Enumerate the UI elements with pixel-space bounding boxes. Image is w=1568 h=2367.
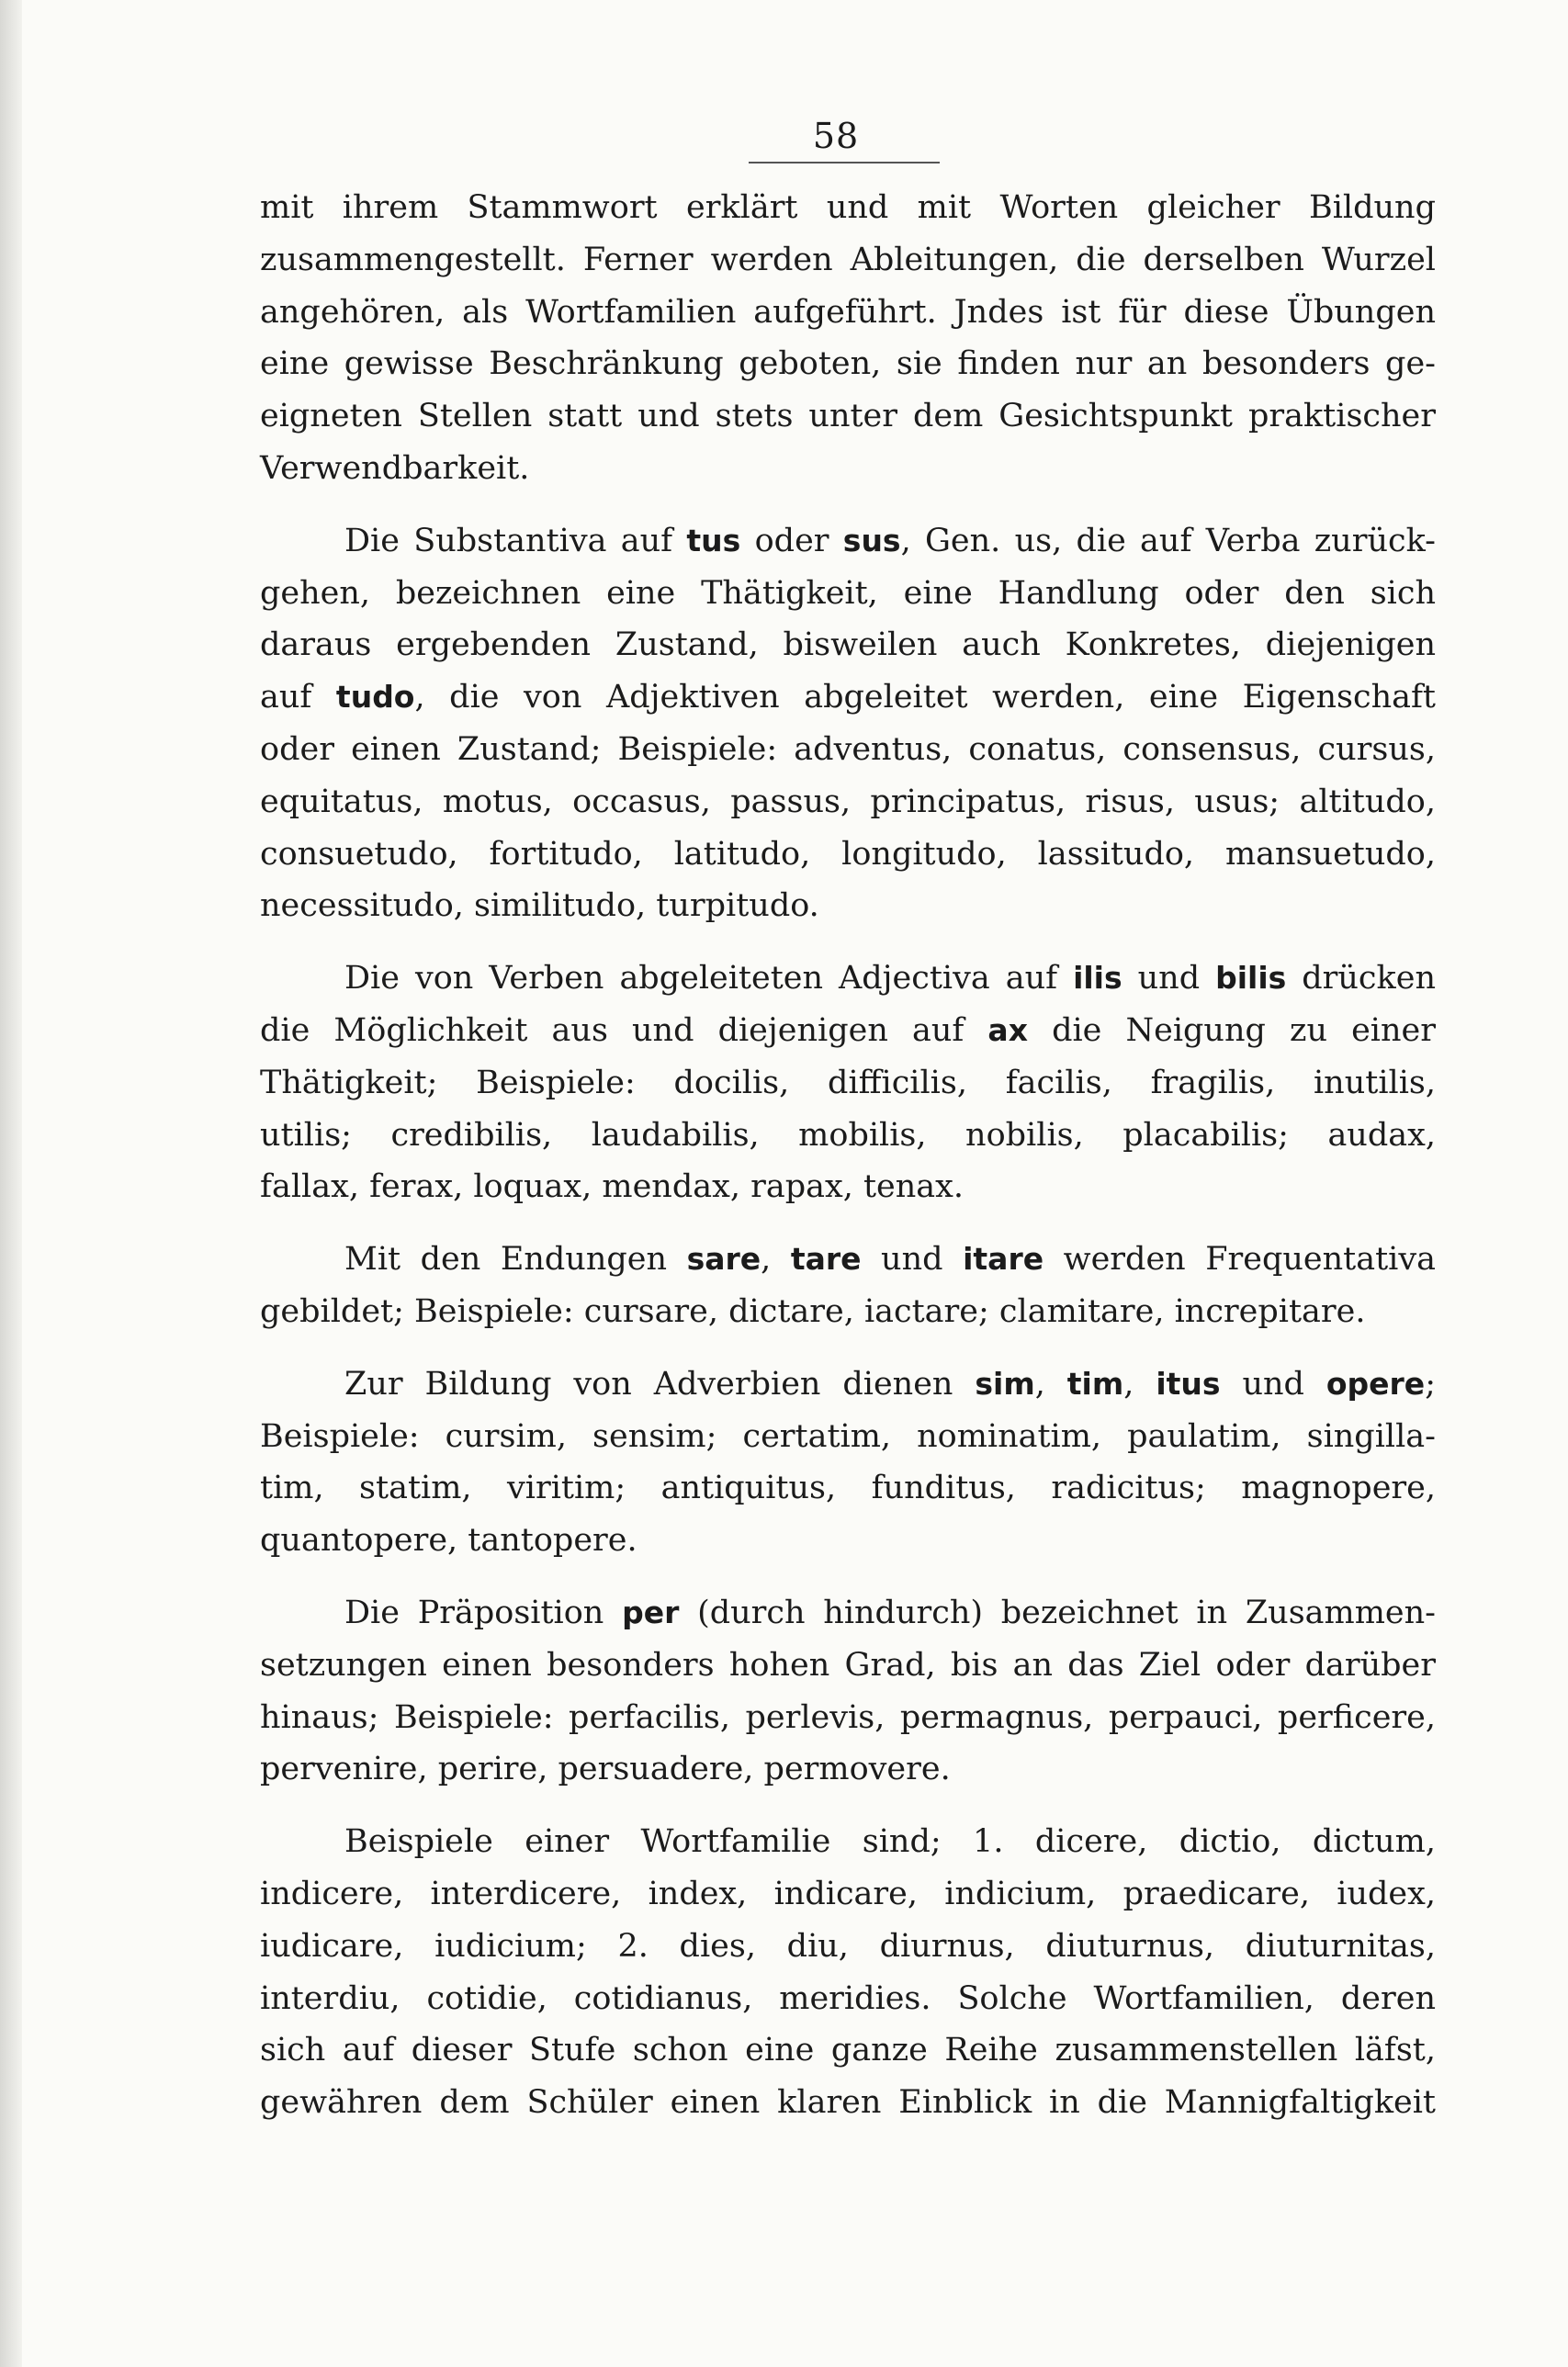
- text-line: gebildet; Beispiele: cursare, dictare, iactare; clamitare, increpitare.: [260, 1292, 1366, 1330]
- text-line: utilis; credibilis, laudabilis, mobilis, nobilis, placabilis; audax,: [260, 1116, 1436, 1154]
- text-line: iudicare, iudicium; 2. dies, diu, diurnus, diuturnus, diuturnitas,: [260, 1927, 1436, 1965]
- text-line: zusammengestellt. Ferner werden Ableitungen, die derselben Wurzel: [260, 241, 1436, 278]
- text-line: eine gewisse Beschränkung geboten, sie finden nur an besonders ge-: [260, 345, 1436, 383]
- text-line: mit ihrem Stammwort erklärt und mit Worten gleicher Bildung: [260, 189, 1436, 226]
- text-line: interdiu, cotidie, cotidianus, meridies. Solche Wortfamilien, deren: [260, 1979, 1436, 2017]
- text-line: gewähren dem Schüler einen klaren Einblick in die Mannigfaltigkeit: [260, 2084, 1436, 2122]
- paragraph: [260, 1816, 1436, 2129]
- text-body: [260, 182, 1436, 2149]
- text-line: Die Substantiva auf tus oder sus, Gen. us, die auf Verba zurück-: [344, 522, 1437, 559]
- text-line: Beispiele: cursim, sensim; certatim, nominatim, paulatim, singilla-: [260, 1417, 1436, 1455]
- text-line: pervenire, perire, persuadere, permovere.: [260, 1751, 951, 1788]
- text-line: Die von Verben abgeleiteten Adjectiva auf ilis und bilis drücken: [344, 960, 1436, 998]
- text-line: tim, statim, viritim; antiquitus, funditus, radicitus; magnopere,: [260, 1470, 1436, 1507]
- text-line: equitatus, motus, occasus, passus, principatus, risus, usus; altitudo,: [260, 783, 1436, 820]
- page-number: 58: [812, 116, 860, 156]
- text-line: angehören, als Wortfamilien aufgeführt. Jndes ist für diese Übungen: [260, 293, 1436, 331]
- text-line: gehen, bezeichnen eine Thätigkeit, eine Handlung oder den sich: [260, 574, 1436, 612]
- text-line: Zur Bildung von Adverbien dienen sim, tim, itus und opere;: [344, 1365, 1436, 1403]
- text-line: daraus ergebenden Zustand, bisweilen auch Konkretes, diejenigen: [260, 626, 1436, 664]
- paragraph: [260, 1234, 1436, 1338]
- paragraph: [260, 1358, 1436, 1567]
- paragraph: [260, 952, 1436, 1213]
- paragraph: [260, 515, 1436, 932]
- text-line: Beispiele einer Wortfamilie sind; 1. dicere, dictio, dictum,: [344, 1823, 1436, 1861]
- text-line: oder einen Zustand; Beispiele: adventus, conatus, consensus, cursus,: [260, 730, 1436, 768]
- text-line: sich auf dieser Stufe schon eine ganze Reihe zusammenstellen läfst,: [260, 2032, 1436, 2069]
- text-line: hinaus; Beispiele: perfacilis, perlevis, permagnus, perpauci, perficere,: [260, 1698, 1436, 1736]
- paragraph: [260, 182, 1436, 495]
- text-line: Mit den Endungen sare, tare und itare werden Frequentativa: [344, 1241, 1436, 1279]
- text-line: Verwendbarkeit.: [260, 449, 530, 487]
- text-line: quantopere, tantopere.: [260, 1522, 637, 1560]
- text-line: eigneten Stellen statt und stets unter dem Gesichtspunkt praktischer: [260, 398, 1436, 435]
- text-line: Die Präposition per (durch hindurch) bezeichnet in Zusammen-: [344, 1594, 1437, 1631]
- header-rule: [749, 162, 940, 163]
- text-line: fallax, ferax, loquax, mendax, rapax, tenax.: [260, 1168, 964, 1206]
- text-line: setzungen einen besonders hohen Grad, bis an das Ziel oder darüber: [260, 1646, 1436, 1684]
- text-line: consuetudo, fortitudo, latitudo, longitudo, lassitudo, mansuetudo,: [260, 835, 1436, 873]
- paragraph: [260, 1587, 1436, 1796]
- text-line: die Möglichkeit aus und diejenigen auf ax die Neigung zu einer: [260, 1011, 1436, 1049]
- text-line: indicere, interdicere, index, indicare, indicium, praedicare, iudex,: [260, 1875, 1436, 1912]
- text-line: necessitudo, similitudo, turpitudo.: [260, 887, 819, 925]
- text-line: Thätigkeit; Beispiele: docilis, difficilis, facilis, fragilis, inutilis,: [260, 1064, 1436, 1101]
- text-line: auf tudo, die von Adjektiven abgeleitet werden, eine Eigenschaft: [260, 679, 1436, 716]
- binding-gutter: [0, 0, 22, 2367]
